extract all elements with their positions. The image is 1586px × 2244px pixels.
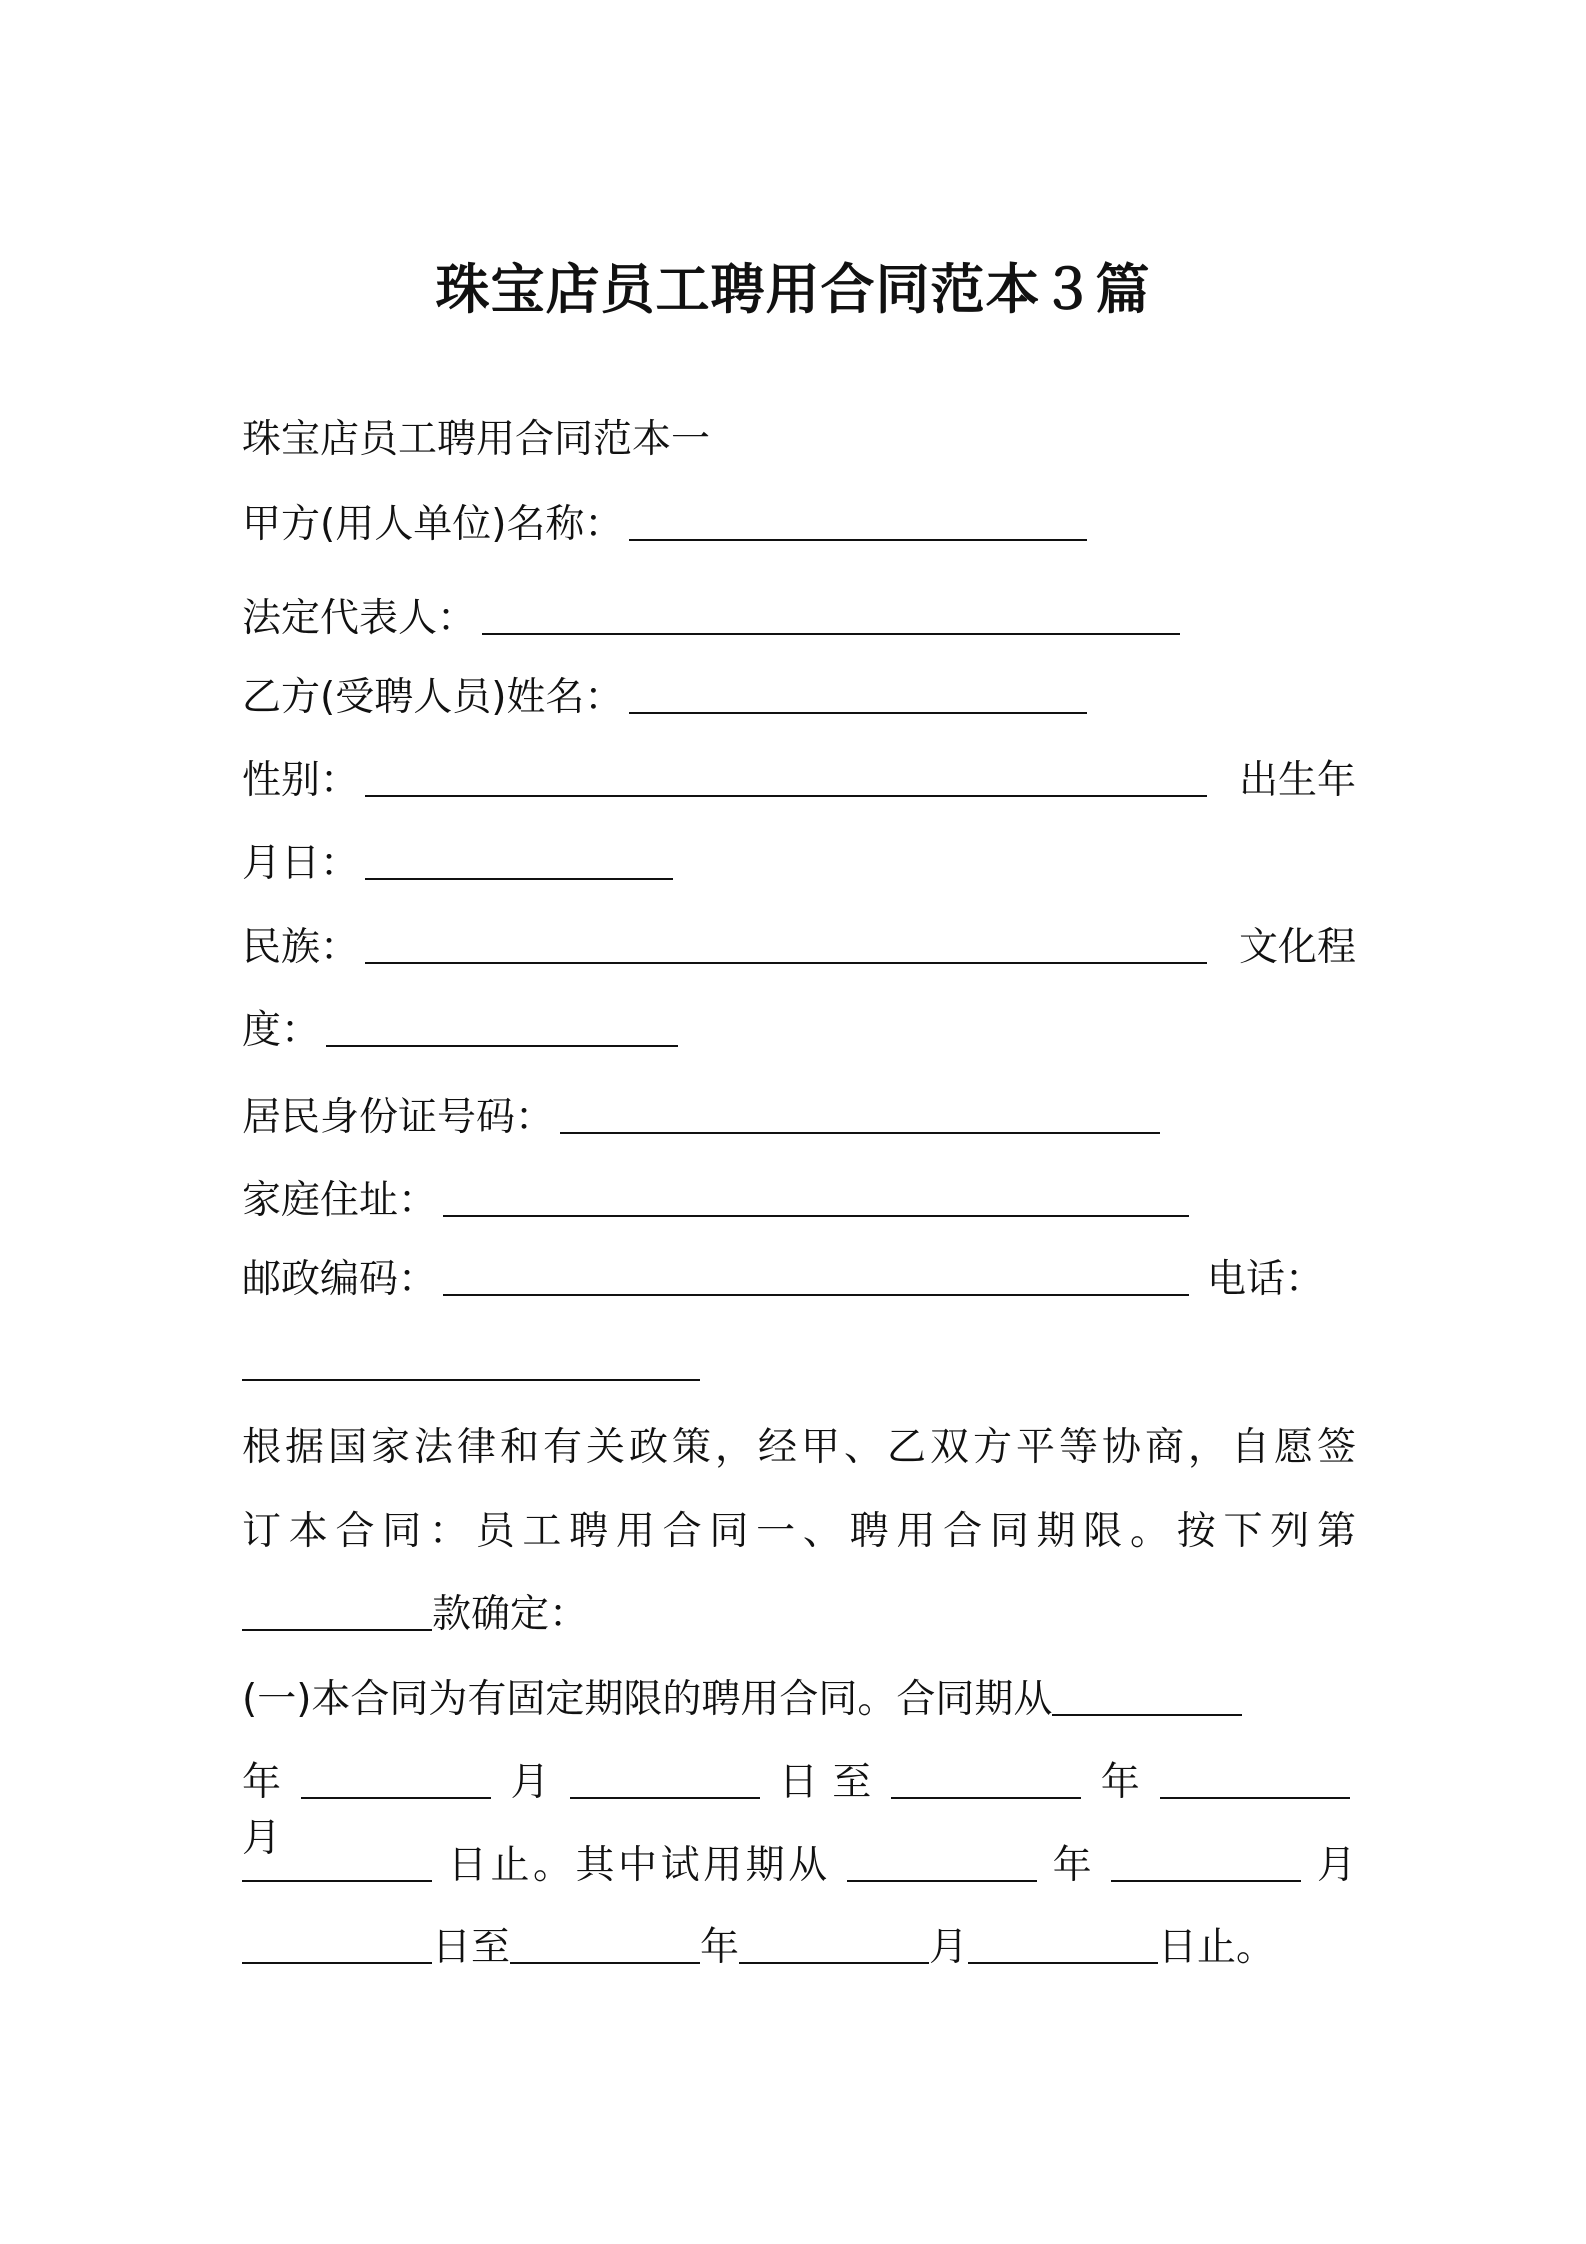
clause1-line-4 <box>242 1920 1275 1976</box>
clause-number-blank <box>242 1592 432 1631</box>
id-number-row <box>242 1090 1166 1146</box>
clause-confirm-text: 款确定： <box>432 1592 589 1637</box>
trial-start-year-blank <box>847 1843 1037 1882</box>
paragraph-line-1: 根据国家法律和有关政策，经甲、乙双方平等协商，自愿签 <box>242 1425 1356 1470</box>
end-year-blank <box>891 1760 1081 1799</box>
trial-end-year-blank <box>510 1925 700 1964</box>
year-label: 年 <box>1100 1760 1141 1805</box>
home-address-label: 家庭住址： <box>242 1178 438 1223</box>
gender-row <box>242 753 1213 809</box>
birth-label-part2: 月日： <box>242 841 360 886</box>
to-label: 至 <box>832 1760 873 1805</box>
end-month-blank <box>1160 1760 1350 1799</box>
birth-blank <box>365 841 673 880</box>
ethnicity-label: 民族： <box>242 925 360 970</box>
clause1-text: (一)本合同为有固定期限的聘用合同。合同期从 <box>242 1677 1053 1722</box>
clause1-line-3 <box>242 1838 1356 1894</box>
trial-start-day-blank <box>242 1925 432 1964</box>
birth-row <box>242 836 679 892</box>
phone-label: 电话： <box>1206 1257 1324 1302</box>
start-month-blank <box>301 1760 491 1799</box>
phone-blank <box>242 1342 700 1381</box>
phone-row <box>242 1337 700 1393</box>
party-a-row <box>242 497 1093 553</box>
paragraph-line-2: 订本合同：员工聘用合同一、聘用合同期限。按下列第 <box>242 1509 1356 1554</box>
year-label: 年 <box>242 1760 282 1805</box>
clause1-line-1 <box>242 1672 1242 1728</box>
trial-end-day-blank <box>968 1925 1158 1964</box>
day-to-label: 日至 <box>432 1925 511 1970</box>
day-label: 日 <box>779 1760 819 1805</box>
party-b-blank <box>629 675 1087 714</box>
day-end-label: 日止。 <box>1158 1925 1276 1970</box>
legal-rep-row <box>242 591 1186 647</box>
postal-code-label: 邮政编码： <box>242 1257 438 1302</box>
year-label: 年 <box>700 1925 740 1970</box>
postal-code-blank <box>443 1257 1189 1296</box>
party-a-label: 甲方(用人单位)名称： <box>242 502 624 547</box>
postal-code-row <box>242 1252 1195 1308</box>
month-label: 月 <box>242 1816 282 1861</box>
paragraph-line-3 <box>242 1587 588 1643</box>
contract-subtitle: 珠宝店员工聘用合同范本一 <box>242 417 711 462</box>
party-b-row <box>242 670 1093 726</box>
party-a-blank <box>629 502 1087 541</box>
year-label: 年 <box>1052 1843 1096 1888</box>
legal-rep-label: 法定代表人： <box>242 596 477 641</box>
id-number-label: 居民身份证号码： <box>242 1095 555 1140</box>
gender-blank <box>365 758 1207 797</box>
education-label-part2: 度： <box>242 1008 321 1053</box>
education-blank <box>326 1008 678 1047</box>
gender-label: 性别： <box>242 758 360 803</box>
id-number-blank <box>560 1095 1160 1134</box>
party-b-label: 乙方(受聘人员)姓名： <box>242 675 624 720</box>
month-label: 月 <box>510 1760 551 1805</box>
education-row <box>242 1003 684 1059</box>
month-label: 月 <box>1316 1843 1356 1888</box>
ethnicity-blank <box>365 925 1207 964</box>
document-title: 珠宝店员工聘用合同范本３篇 <box>435 258 1151 321</box>
trial-start-month-blank <box>1111 1843 1301 1882</box>
month-label: 月 <box>929 1925 969 1970</box>
trial-end-month-blank <box>739 1925 929 1964</box>
birth-label-part1: 出生年 <box>1238 758 1356 803</box>
trial-start-text: 日止。其中试用期从 <box>447 1843 831 1888</box>
home-address-blank <box>443 1178 1189 1217</box>
start-year-blank <box>1052 1677 1242 1716</box>
home-address-row <box>242 1173 1195 1229</box>
start-day-blank <box>570 1760 760 1799</box>
education-label-part1: 文化程 <box>1238 925 1356 970</box>
legal-rep-blank <box>482 596 1180 635</box>
ethnicity-row <box>242 920 1213 976</box>
end-day-blank <box>242 1843 432 1882</box>
